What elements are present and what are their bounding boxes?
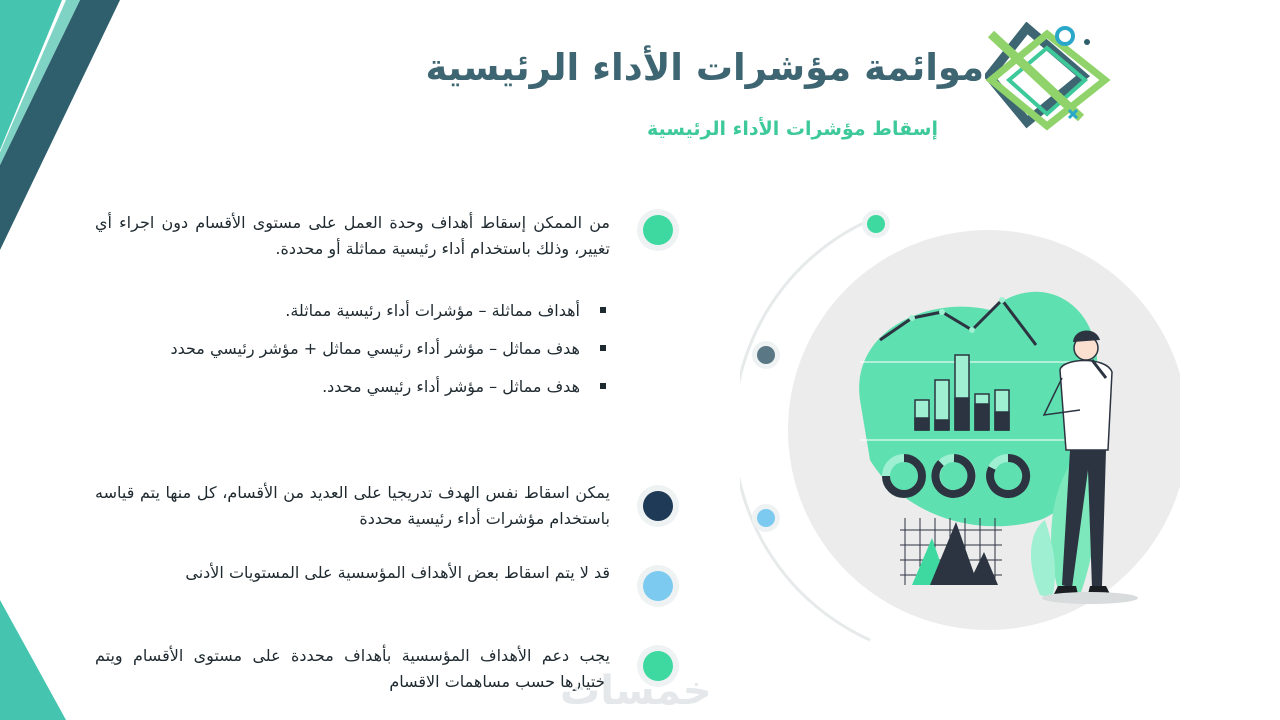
point-marker-3: [637, 565, 679, 607]
kpi-diamond-logo-icon: [985, 22, 1115, 132]
point-three-paragraph: قد لا يتم اسقاط بعض الأهداف المؤسسية على المستويات الأدنى: [185, 563, 610, 582]
bullet-square-icon: [600, 345, 606, 351]
bullet-text: أهداف مماثلة – مؤشرات أداء رئيسية مماثلة.: [285, 301, 580, 320]
list-item: [88, 330, 608, 368]
bullet-list: [88, 292, 608, 406]
list-item: [88, 368, 608, 406]
point-four-paragraph: يجب دعم الأهداف المؤسسية بأهداف محددة على مستوى الأقسام ويتم اختيارها حسب مساهمات الاقسام: [95, 646, 610, 691]
point-marker-1: [637, 209, 679, 251]
mint-circle-icon: [643, 215, 673, 245]
bullet-text: هدف مماثل – مؤشر أداء رئيسي محدد.: [322, 377, 580, 396]
bullet-square-icon: [600, 383, 606, 389]
page-title: موائمة مؤشرات الأداء الرئيسية: [425, 46, 984, 89]
watermark-logo: خمسات: [560, 668, 712, 714]
bullet-square-icon: [600, 307, 606, 313]
bullet-text: هدف مماثل – مؤشر أداء رئيسي مماثل + مؤشر رئيسي محدد: [170, 339, 580, 358]
sky-circle-icon: [643, 571, 673, 601]
point-two-paragraph: يمكن اسقاط نفس الهدف تدريجيا على العديد من الأقسام، كل منها يتم قياسه باستخدام مؤشرات أداء رئيسية محددة: [95, 483, 610, 528]
man-analyzing-charts-icon: [740, 200, 1180, 650]
intro-paragraph: من الممكن إسقاط أهداف وحدة العمل على مستوى الأقسام دون اجراء أي تغيير، وذلك باستخدام أداء رئيسية مماثلة أو محددة.: [95, 213, 610, 258]
point-marker-2: [637, 485, 679, 527]
page-subtitle: إسقاط مؤشرات الأداء الرئيسية: [647, 118, 938, 140]
list-item: [88, 292, 608, 330]
navy-circle-icon: [643, 491, 673, 521]
